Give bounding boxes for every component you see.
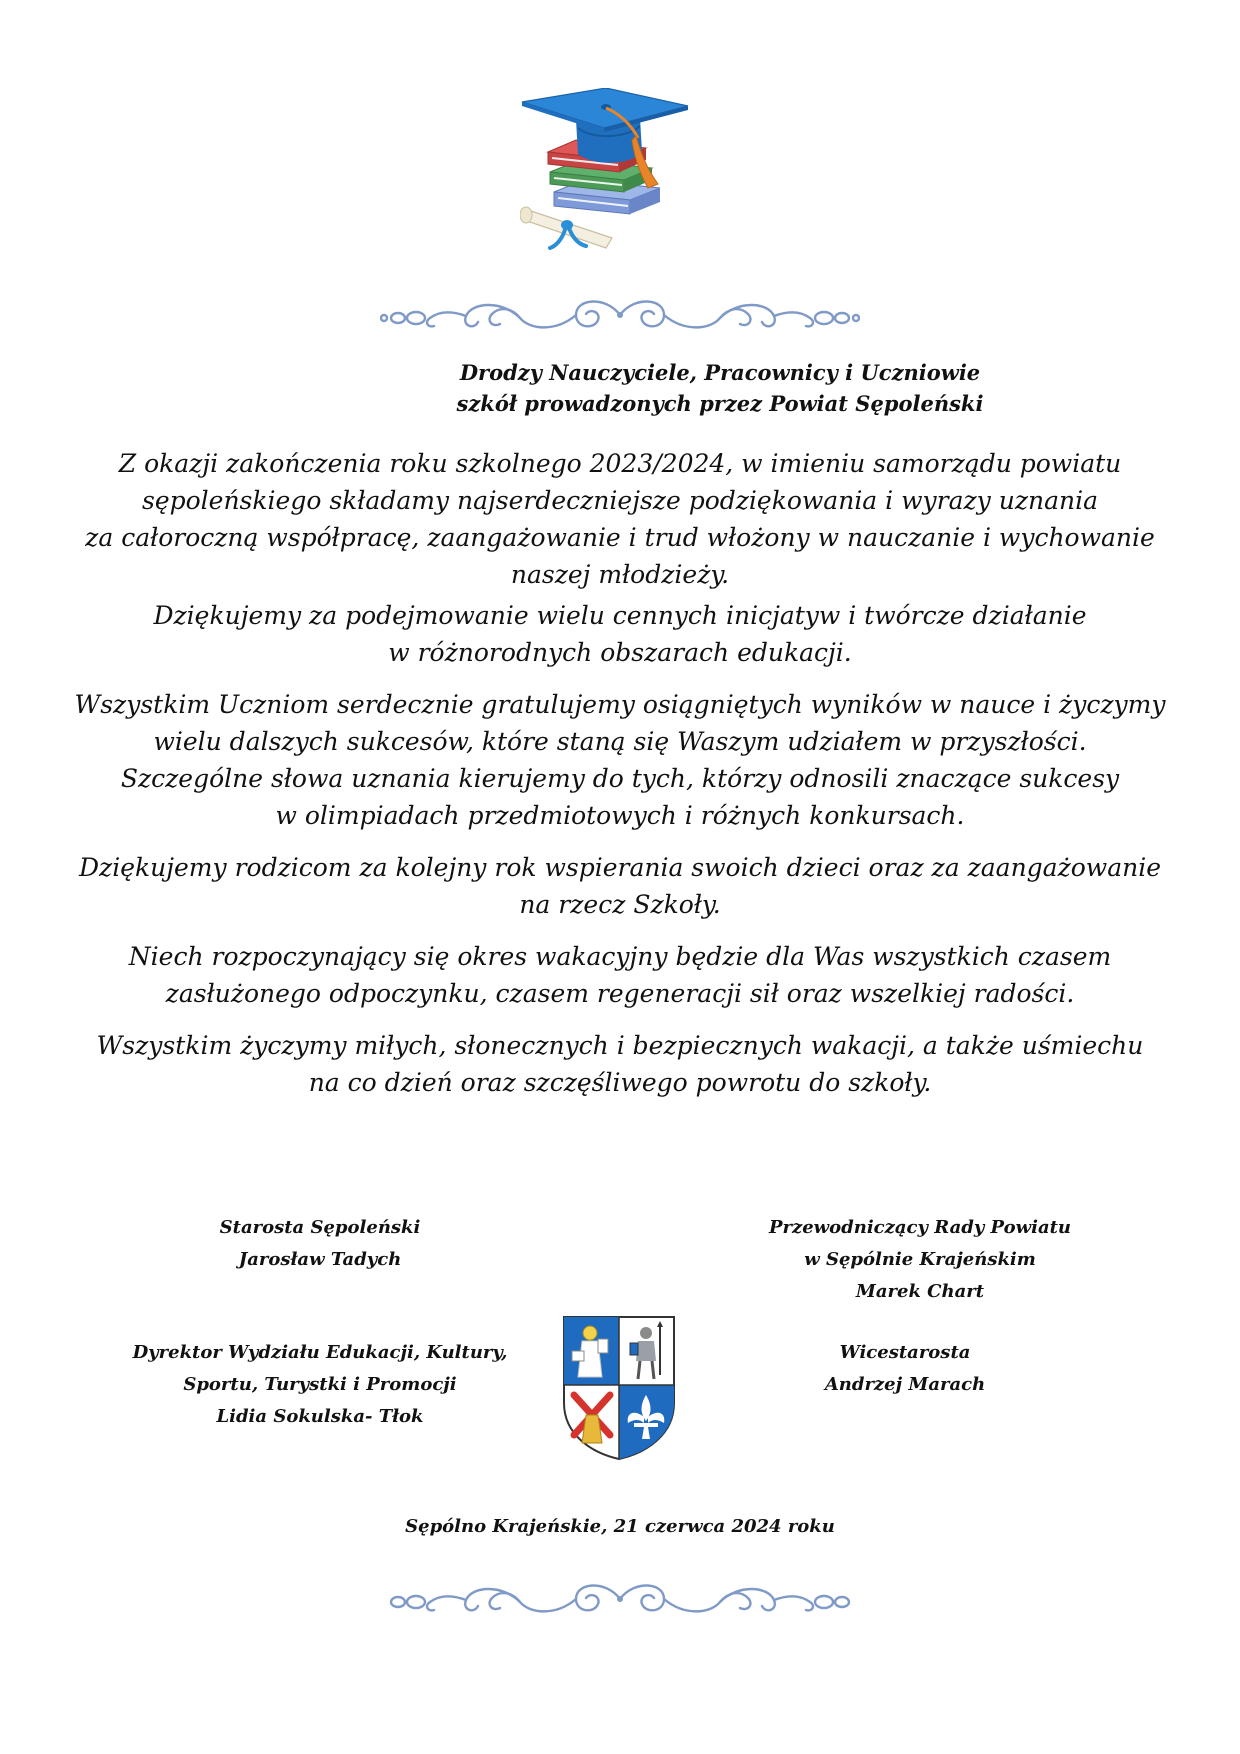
signature-dyrektor <box>130 1337 510 1433</box>
text-line: wielu dalszych sukcesów, które staną się Waszym udziałem w przyszłości. <box>153 727 1087 756</box>
signature-title: Starosta Sępoleński <box>219 1217 421 1238</box>
text-line: naszej młodzieży. <box>510 560 730 589</box>
text-line: Niech rozpoczynający się okres wakacyjny będzie dla Was wszystkich czasem <box>128 942 1112 971</box>
county-coat-of-arms-icon <box>560 1313 678 1463</box>
text-line: Z okazji zakończenia roku szkolnego 2023/2024, w imieniu samorządu powiatu <box>118 449 1122 478</box>
signature-name: Andrzej Marach <box>824 1374 986 1395</box>
signature-title: Przewodniczący Rady Powiatu <box>768 1217 1072 1238</box>
signature-title: w Sępólnie Krajeńskim <box>804 1249 1036 1270</box>
greeting-line: szkół prowadzonych przez Powiat Sępoleński <box>456 391 984 416</box>
signature-wicestarosta <box>780 1337 1030 1401</box>
text-line: Dziękujemy za podejmowanie wielu cennych inicjatyw i twórcze działanie <box>153 601 1087 630</box>
signature-name: Marek Chart <box>855 1281 985 1302</box>
text-line: zasłużonego odpoczynku, czasem regeneracji sił oraz wszelkiej radości. <box>165 979 1075 1008</box>
signature-starosta <box>200 1212 440 1276</box>
signature-name: Lidia Sokulska- Tłok <box>216 1406 424 1427</box>
signature-name: Jarosław Tadych <box>238 1249 402 1270</box>
letter-body <box>70 445 1170 1116</box>
ornament-flourish-bottom <box>380 1576 860 1622</box>
text-line: Wszystkim życzymy miłych, słonecznych i bezpiecznych wakacji, a także uśmiechu <box>96 1031 1144 1060</box>
text-line: w olimpiadach przedmiotowych i różnych konkursach. <box>275 801 965 830</box>
greeting-line: Drodzy Nauczyciele, Pracownicy i Uczniowie <box>459 360 981 385</box>
graduation-cap-books-icon <box>520 88 700 258</box>
paragraph <box>70 445 1170 593</box>
text-line: Wszystkim Uczniom serdecznie gratulujemy osiągniętych wyników w nauce i życzymy <box>74 690 1166 719</box>
paragraph <box>70 849 1170 923</box>
paragraph <box>70 597 1170 671</box>
text-line: na co dzień oraz szczęśliwego powrotu do szkoły. <box>308 1068 932 1097</box>
signature-title: Dyrektor Wydziału Edukacji, Kultury, <box>132 1342 508 1363</box>
text-line: Szczególne słowa uznania kierujemy do tych, którzy odnosili znaczące sukcesy <box>120 764 1120 793</box>
greeting-heading <box>420 357 1020 419</box>
text-line: za całoroczną współpracę, zaangażowanie i trud włożony w nauczanie i wychowanie <box>85 523 1155 552</box>
signature-przewodniczacy <box>760 1212 1080 1308</box>
diploma-scroll-icon <box>520 207 612 248</box>
place-and-date: Sępólno Krajeńskie, 21 czerwca 2024 roku <box>405 1516 835 1537</box>
signature-title: Wicestarosta <box>839 1342 971 1363</box>
signature-title: Sportu, Turystki i Promocji <box>183 1374 457 1395</box>
text-line: w różnorodnych obszarach edukacji. <box>388 638 852 667</box>
paragraph <box>70 686 1170 834</box>
text-line: na rzecz Szkoły. <box>519 890 721 919</box>
text-line: Dziękujemy rodzicom za kolejny rok wspierania swoich dzieci oraz za zaangażowanie <box>78 853 1161 882</box>
ornament-flourish-top <box>380 292 860 338</box>
paragraph <box>70 938 1170 1012</box>
paragraph <box>70 1027 1170 1101</box>
text-line: sępoleńskiego składamy najserdeczniejsze podziękowania i wyrazy uznania <box>141 486 1099 515</box>
